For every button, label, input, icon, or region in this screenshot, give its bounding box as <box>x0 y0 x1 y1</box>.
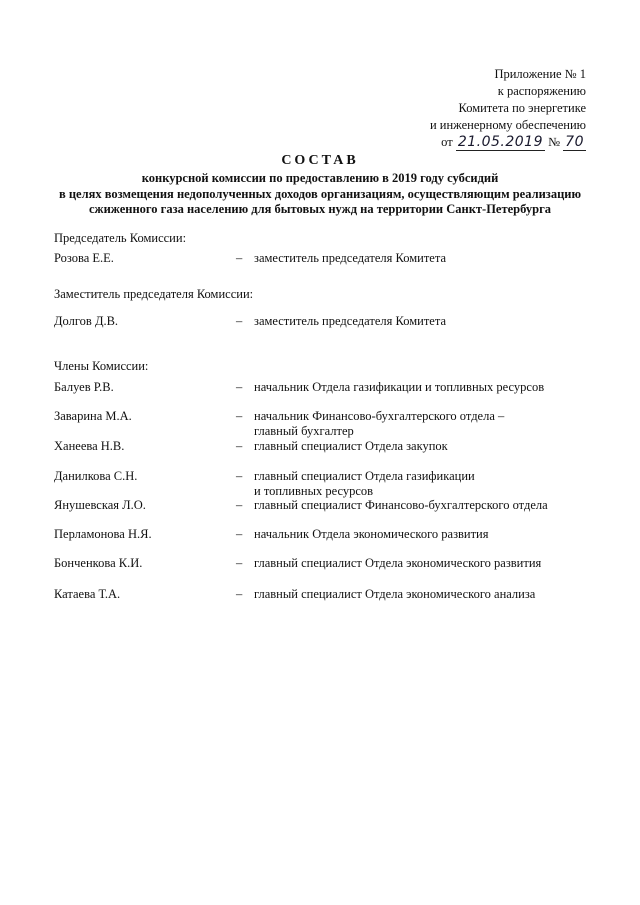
subtitle-line-3: сжиженного газа населению для бытовых нужд на территории Санкт-Петербурга <box>88 202 552 216</box>
member-name: Янушевская Л.О. <box>54 498 146 512</box>
appendix-header <box>326 66 586 151</box>
member-role: начальник Отдела экономического развития <box>254 527 489 541</box>
members-section-label: Члены Комиссии: <box>54 359 149 373</box>
member-dash: – <box>236 409 243 423</box>
subtitle-line-2: в целях возмещения недополученных доходов организациям, осуществляющим реализацию <box>58 186 582 201</box>
member-dash: – <box>236 469 243 483</box>
member-name: Заварина М.А. <box>54 409 132 423</box>
member-dash: – <box>236 439 243 453</box>
member-name: Ханеева Н.В. <box>54 439 125 453</box>
handwritten-number: 70 <box>565 134 584 150</box>
appendix-title: Приложение № 1 <box>494 67 586 81</box>
member-dash: – <box>236 498 243 512</box>
chair-section-label: Председатель Комиссии: <box>54 231 187 245</box>
appendix-committee-cont: и инженерному обеспечению <box>429 118 586 132</box>
member-name: Данилкова С.Н. <box>54 469 138 483</box>
member-role: главный специалист Финансово-бухгалтерского отдела <box>254 498 548 512</box>
member-role: главный специалист Отдела закупок <box>254 439 448 453</box>
member-role: главный специалист Отдела экономического анализа <box>254 587 536 601</box>
number-prefix: № <box>548 135 561 149</box>
member-role: начальник Отдела газификации и топливных ресурсов <box>254 380 545 394</box>
member-name: Балуев Р.В. <box>54 380 114 394</box>
handwritten-date: 21.05.2019 <box>457 134 543 150</box>
member-dash: – <box>236 556 243 570</box>
member-name: Перламонова Н.Я. <box>54 527 152 541</box>
member-name: Долгов Д.В. <box>54 314 119 328</box>
appendix-order-ref: к распоряжению <box>497 84 586 98</box>
member-dash: – <box>236 251 243 265</box>
appendix-date-line <box>326 134 586 151</box>
member-role: заместитель председателя Комитета <box>254 251 447 265</box>
member-name: Бонченкова К.И. <box>54 556 143 570</box>
member-role: начальник Финансово-бухгалтерского отдела – главный бухгалтер <box>254 409 505 438</box>
member-role: главный специалист Отдела экономического развития <box>254 556 542 570</box>
member-dash: – <box>236 380 243 394</box>
member-dash: – <box>236 314 243 328</box>
date-prefix: от <box>441 135 453 149</box>
document-title: СОСТАВ <box>281 153 359 168</box>
member-role: заместитель председателя Комитета <box>254 314 447 328</box>
appendix-committee: Комитета по энергетике <box>458 101 586 115</box>
member-dash: – <box>236 587 243 601</box>
subtitle-line-1: конкурсной комиссии по предоставлению в 2019 году субсидий <box>141 171 499 185</box>
document-heading <box>20 151 620 218</box>
deputy-section-label: Заместитель председателя Комиссии: <box>54 287 254 301</box>
member-name: Катаева Т.А. <box>54 587 121 601</box>
member-dash: – <box>236 527 243 541</box>
member-role: главный специалист Отдела газификации и топливных ресурсов <box>254 469 475 498</box>
member-name: Розова Е.Е. <box>54 251 114 265</box>
